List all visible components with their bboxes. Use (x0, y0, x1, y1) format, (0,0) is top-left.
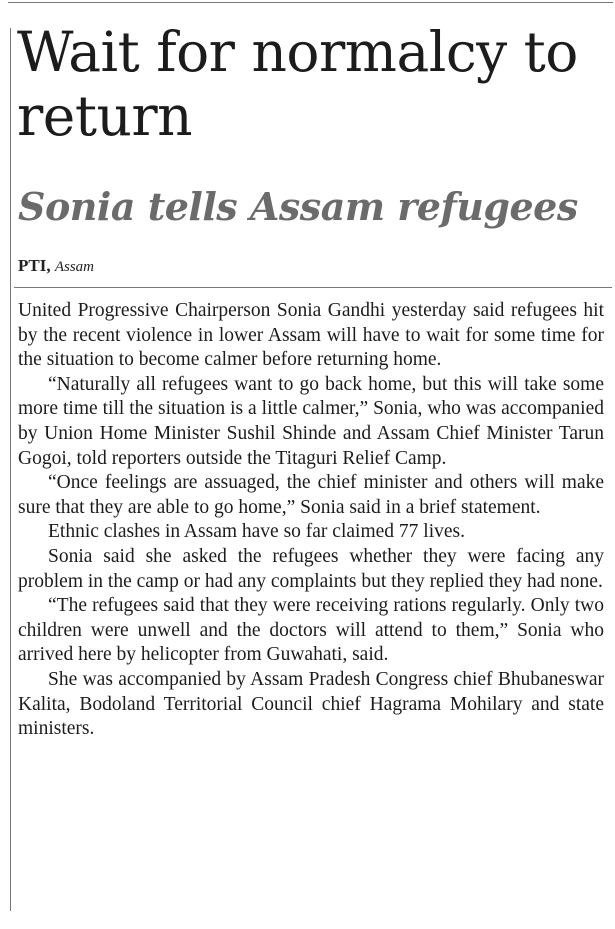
article-paragraph: “The refugees said that they were receiving rations regularly. Only two children were unwell and the doctors will attend to them,” Sonia who arrived here by helicopter from Guwahati, said. (18, 595, 604, 666)
byline-agency: PTI, (18, 256, 51, 275)
headline: Wait for normalcy to return (17, 20, 578, 148)
article-paragraph: “Once feelings are assuaged, the chief minister and others will make sure that they are able to go home,” Sonia said in a brief statement. (18, 472, 604, 518)
article-paragraph: United Progressive Chairperson Sonia Gandhi yesterday said refugees hit by the recent violence in lower Assam will have to wait for some time for the situation to become calmer before returning home. (18, 300, 604, 371)
subheadline: Sonia tells Assam refugees (18, 184, 578, 229)
byline-location: Assam (54, 259, 95, 275)
article-paragraph: “Naturally all refugees want to go back home, but this will take some more time till the situation is a little calmer,” Sonia, who was accompanied by Union Home Minister Sushil Shinde and Assam Chief Minister Tarun Gogoi, told reporters outside the Titaguri Relief Camp. (18, 373, 604, 469)
article-paragraph: Sonia said she asked the refugees whether they were facing any problem in the camp or had any complaints but they replied they had none. (18, 545, 604, 592)
byline-divider (14, 287, 612, 288)
article-paragraph: Ethnic clashes in Assam have so far claimed 77 lives. (48, 521, 465, 543)
article-paragraph: She was accompanied by Assam Pradesh Congress chief Bhubaneswar Kalita, Bodoland Territorial Council chief Hagrama Mohilary and state ministers. (18, 668, 604, 740)
article-body (18, 299, 604, 742)
byline (18, 254, 94, 278)
top-rule (8, 2, 613, 3)
left-column-rule (10, 28, 11, 911)
